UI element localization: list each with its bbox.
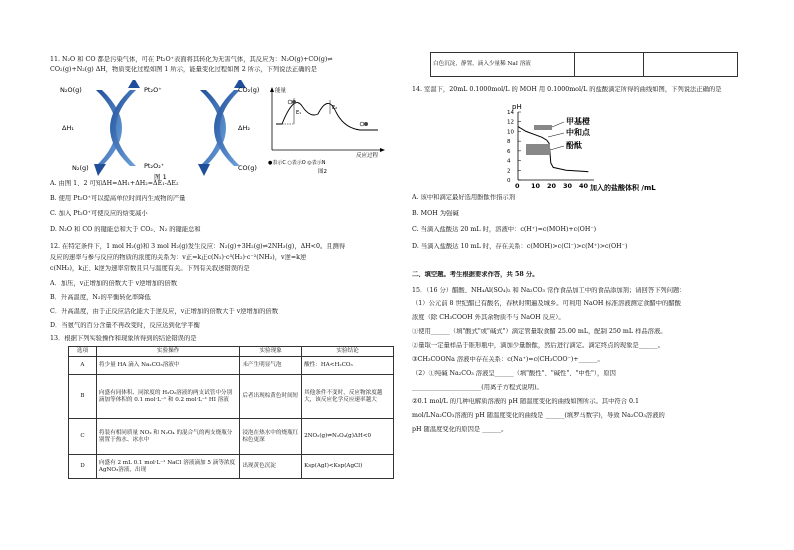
q11-line2: CO₂(g)+N₂(g) ΔH，物质变化过程如图 1 所示，能量变化过程如图 2 所示，下列说法正确的是 [50,66,317,73]
fig2-e1: E₁ [296,110,302,116]
label-phenolphthalein: 酚酞 [566,141,582,150]
q12-line1: 12. 在特定条件下，1 mol H₂(g)和 3 mol H₂(g)发生反应：N₂(g)+3H₂(g)⇌2NH₃(g)，ΔH<0。且测得 [50,243,346,250]
q15-sub1: ①使用______（填"酸式"或"碱式"）滴定管量取食醋 25.00 mL，配制 250 mL 样品溶液。 [412,328,667,335]
q13-header: 实验现象 [240,347,302,357]
fig1-dh1: ΔH₁ [62,124,74,132]
q11-option-d: D. N₂O 和 CO 的键能总和大于 CO₂、N₂ 的键能总和 [50,226,201,233]
q15-part1-line1: （1）公元前 8 世纪醋已有酸名，春秋时期遍及城乡。可利用 NaOH 标准溶液测定食醋中的醋酸 [412,300,681,307]
q12-option-c: C．升高温度，由于正反应活化能大于逆反应，v正增加的倍数大于 v逆增加的倍数 [50,308,279,315]
x-tick-label: 20 [547,182,557,190]
y-tick-label: 14 [507,110,514,116]
fig1-co2: CO₂(g) [238,86,260,94]
fig2-xlabel: 反应过程 [356,153,379,159]
y-tick-label: 2 [507,168,511,175]
section-2-title: 二、填空题。考生根据要求作答，共 58 分。 [412,271,539,278]
q13-table-continued [430,52,738,77]
fig2-ylabel: 能量 [275,88,287,94]
table-row [69,357,394,375]
q14-line1: 14. 室温下，20mL 0.1000mol/L 的 MOH 用 0.1000mol/L 的盐酸滴定所得的曲线如图，下列说法正确的是 [412,86,722,93]
row-phenomenon: 出现黄色沉淀 [240,455,302,479]
arrow-curve-right-2 [214,90,240,166]
y-tick-label: 8 [507,139,511,146]
fig1-co: CO(g) [238,164,257,172]
q11-line1: 11. N₂O 和 CO 都是污染气体，可在 Pt₂O⁺表面将其转化为无害气体，其反应为：N₂O(g)+CO(g)⇌ [50,56,333,63]
row-phenomenon: 未产生明显气泡 [240,357,302,375]
row-conclusion: Ksp(AgI)<Ksp(AgCl) [302,455,394,479]
q11-option-a: A. 由图 1、2 可知ΔH=ΔH₁+ΔH₂=ΔE₁-ΔE₂ [50,180,179,187]
row-operation: 将少量 HA 滴入 Na₂CO₃溶液中 [96,357,239,375]
y-tick-label: 10 [507,129,514,136]
figure-2-energy-diagram [260,84,390,176]
y-tick-label: 6 [507,148,511,155]
chart-xaxis-label: 加入的盐酸体积 /mL [590,184,656,192]
q13-title: 13．根据下列实验操作和现象所得到的结论错误的是 [50,335,197,342]
x-tick-label: 10 [531,182,541,190]
q15-part2-line2: ______________________(用离子方程式说明)。 [412,384,543,391]
fig1-n2: N₂(g) [72,164,89,172]
table-row [431,53,738,77]
q12-option-d: D．当氨气的百分含量不再改变时，反应达到化学平衡 [50,322,200,329]
arrow-curve-left-2 [110,90,136,166]
label-neutralization-point: 中和点 [566,128,590,137]
x-tick-label: 30 [563,182,573,190]
fig1-dh2: ΔH₂ [238,124,250,132]
fig1-n2o: N₂O(g) [60,86,82,94]
q12-line2: 反应的速率与参与反应的物质的浓度的关系为：v正=k正c(N₂)·c³(H₂)·c⁻²(NH₃)，v逆=k逆 [50,254,307,261]
q12-option-a: A．加压，v正增加的倍数大于 v逆增加的倍数 [50,280,178,287]
row-option: A [69,357,97,375]
row-operation: 将装有相同质量 NO₂ 和 N₂O₄ 的混合气的两支烧瓶分别置于热水、冰水中 [96,419,239,455]
q13-table [68,346,394,479]
y-tick-label: 12 [507,119,514,126]
row-phenomenon: 后者出现棕黄色时间短 [240,375,302,419]
table-row [69,419,394,455]
chart-yaxis-label: pH [512,103,522,111]
q15-part1-line2: 浓度（除 CH₃COOH 外其余物质不与 NaOH 反应）。 [412,314,565,321]
fig2-legend: ●表示C ○表示O ◎表示N [268,160,326,166]
q11-option-c: C. 加入 Pt₂O⁺可使反应的焓变减小 [50,210,148,217]
fig2-caption: 图2 [318,169,327,175]
row-operation: 向盛有 2 mL 0.1 mol·L⁻¹ NaCl 溶液滴加 5 滴等浓度 AgNO₃溶液，出现 [96,455,239,479]
row-option: C [69,419,97,455]
fig1-caption: 图 1 [154,173,167,180]
titration-chart [504,100,704,192]
row-option: D [69,455,97,479]
y-tick-label: 4 [507,158,511,165]
q15-sub3: ③CH₃COONa 溶液中存在关系：c(Na⁺)=c(CH₃COO⁻)+______。 [412,356,604,363]
q11-option-b: B. 使用 Pt₂O⁺可以提高单位时间内生成物的产量 [50,195,186,202]
q14-option-a: A. 该中和滴定最好选用酚酞作指示剂 [412,194,516,201]
arrow-curve-left [96,90,122,166]
row-option: B [69,375,97,419]
label-methyl-orange: 甲基橙 [566,117,590,126]
methyl-orange-range [534,125,552,130]
q14-option-b: B. MOH 为强碱 [412,210,459,217]
q15-part2-sub2-line3: pH 随温度变化的原因是 ______。 [412,426,508,433]
q13-header-row [69,347,394,357]
row-conclusion: 其他条件不变时，反应物浓度越大，该反应化学反应速率越大 [302,375,394,419]
phenolphthalein-range [526,144,550,155]
q13-header: 实验操作 [96,347,239,357]
figure-1-diagram [58,80,270,180]
q15-sub2: ②量取一定量样品于锥形瓶中，滴加少量酚酞，然后进行滴定。滴定终点的现象是______。 [412,342,664,349]
arrow-curve-right [200,90,226,166]
fig2-e2: E₂ [332,105,338,111]
fig1-pt2o2: Pt₂O₂⁺ [144,162,165,170]
table-row [69,375,394,419]
row-operation-cont: 白色沉淀，静置，滴入少量稀 NaI 溶液 [431,53,575,77]
q15-part2-sub2-line1: ②0.1 mol/L 的几种电解质溶液的 pH 随温度变化的曲线如图所示。其中符合 0.1 [412,398,640,405]
table-row [69,455,394,479]
row-conclusion: 2NO₂(g)⇌N₂O₄(g)ΔH<0 [302,419,394,455]
q12-line3: c(NH₃)，k正、k逆为速率常数且只与温度有关。下列有关叙述错误的是 [50,265,250,272]
q14-option-d: D. 当滴入盐酸达 10 mL 时，存在关系：c(MOH)>c(Cl⁻)>c(M⁺)>c(OH⁻) [412,243,628,250]
q15-part2-sub2-line2: mol/LNa₂CO₃溶液的 pH 随温度变化的曲线是 ______(填罗马数字)，导致 Na₂CO₃溶液的 [412,412,665,419]
q13-header: 选项 [69,347,97,357]
q13-header: 实验结论 [302,347,394,357]
q15-intro: 15．（16 分）醋酸、NH₄Al(SO₄)₂ 和 Na₂CO₃ 常作食品加工中的食品添加剂；请回答下列问题： [412,287,686,294]
q12-option-b: B．升高温度，N₂的平衡转化率降低 [50,294,151,301]
x-tick-label: 40 [579,182,589,190]
x-tick-label: 0 [515,182,520,190]
q15-part2-line1: （2）①纯碱 Na₂CO₃ 溶液呈______（填"酸性"、"碱性"、"中性"），原因 [412,370,616,377]
row-phenomenon: 浸泡在热水中的烧瓶红棕色更深 [240,419,302,455]
q14-option-c: C. 当滴入盐酸达 20 mL 时，溶液中：c(H⁺)=c(MOH)+c(OH⁻) [412,226,597,233]
fig1-pt2o: Pt₂O⁺ [144,86,162,94]
y-tick-label: 0 [507,178,511,184]
row-conclusion: 酸性：HA<H₂CO₃ [302,357,394,375]
row-operation: 向盛有同体积、同浓度的 H₂O₂溶液的两支试管中分别滴加等体积的 0.1 mol·L⁻¹ 和 0.2 mol·L⁻¹ HI 溶液 [96,375,239,419]
